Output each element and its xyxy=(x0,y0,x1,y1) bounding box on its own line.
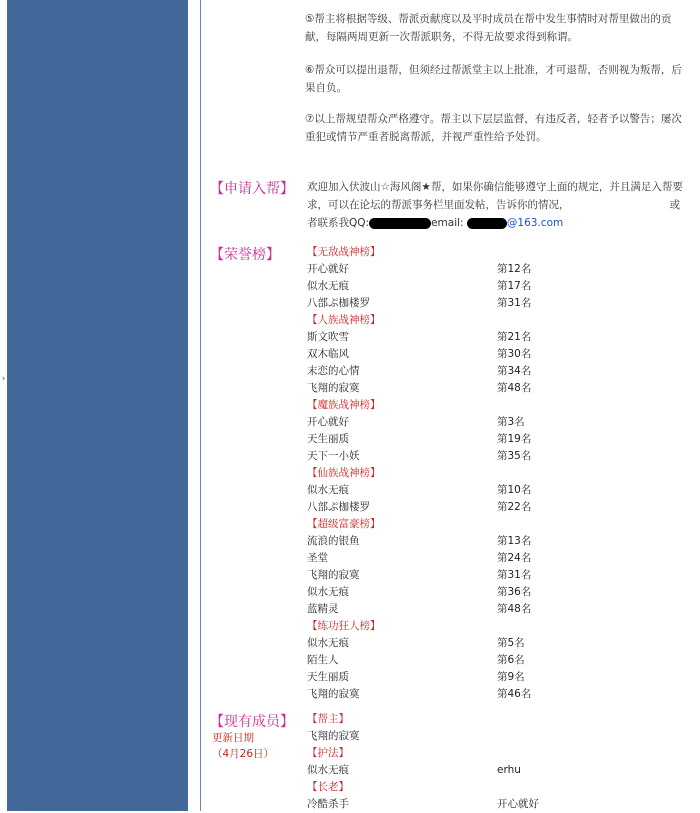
apply-body: 欢迎加入伏波山☆海风阁★帮，如果你确信能够遵守上面的规定，并且满足入帮要求，可以在论坛的帮派事务栏里面发帖，告诉你的情况， xyxy=(307,181,683,211)
honor-row: 陌生人 第6名 xyxy=(307,654,525,666)
honor-row: 斯文吹雪 第21名 xyxy=(307,331,532,343)
group-title: 【魔族战神榜】 xyxy=(307,399,381,411)
email-label: email: xyxy=(431,217,464,229)
members-label: 【现有成员】 xyxy=(210,714,294,730)
collapse-arrow-icon[interactable]: › xyxy=(1,374,6,384)
honor-row: 末恋的心情 第34名 xyxy=(307,365,532,377)
apply-label: 【申请入帮】 xyxy=(210,181,294,197)
rule-7: ⑦以上帮规望帮众严格遵守。帮主以下层层监督，有违反者，轻者予以警告；屡次重犯或情节严重者脱离帮派，并视严重性给予处罚。 xyxy=(305,113,682,143)
apply-text xyxy=(307,178,690,232)
honor-row: 流浪的银鱼 第13名 xyxy=(307,535,532,547)
honor-row: 双木临风 第30名 xyxy=(307,348,532,360)
group-title: 【仙族战神榜】 xyxy=(307,467,381,479)
role-title-elder: 【长老】 xyxy=(307,781,349,793)
rule-5: ⑤帮主将根据等级、帮派贡献度以及平时成员在帮中发生事情时对帮里做出的贡献，每隔两周更新一次帮派职务，不得无故要求得到称谓。 xyxy=(305,13,672,43)
honor-row: 八部ぷ枷楼罗 第31名 xyxy=(307,297,532,309)
honor-row: 圣堂 第24名 xyxy=(307,552,532,564)
honor-row: 飞翔的寂寞 第31名 xyxy=(307,569,532,581)
honor-row: 天生丽质 第9名 xyxy=(307,671,525,683)
honor-row: 八部ぷ枷楼罗 第22名 xyxy=(307,501,532,513)
honor-row: 似水无痕 第36名 xyxy=(307,586,532,598)
honor-row: 飞翔的寂寞 第46名 xyxy=(307,688,532,700)
honor-row: 似水无痕 第10名 xyxy=(307,484,532,496)
group-title: 【人族战神榜】 xyxy=(307,314,381,326)
honor-row: 似水无痕 第17名 xyxy=(307,280,532,292)
email-domain-link[interactable]: @163.com xyxy=(506,217,564,229)
group-title: 【练功狂人榜】 xyxy=(307,620,381,632)
sidebar-gap xyxy=(188,0,200,811)
redacted-qq xyxy=(369,218,431,229)
role-title-leader: 【帮主】 xyxy=(307,713,349,725)
members-list xyxy=(307,711,690,813)
group-title: 【无敌战神榜】 xyxy=(307,246,381,258)
honor-row: 似水无痕 第5名 xyxy=(307,637,525,649)
member-row: 飞翔的寂寞 xyxy=(307,730,360,742)
sidebar-panel xyxy=(7,0,188,811)
content-divider xyxy=(200,0,201,811)
honor-row: 蓝精灵 第48名 xyxy=(307,603,532,615)
update-date: （4月26日） xyxy=(212,748,275,760)
member-row: 冷酷杀手 开心就好 xyxy=(307,798,539,810)
update-label: 更新日期 xyxy=(212,732,254,744)
honor-row: 飞翔的寂寞 第48名 xyxy=(307,382,532,394)
honor-row: 天下一小妖 第35名 xyxy=(307,450,532,462)
honor-row: 天生丽质 第19名 xyxy=(307,433,532,445)
honor-row: 开心就好 第12名 xyxy=(307,263,532,275)
left-margin xyxy=(0,0,7,811)
member-row: 似水无痕 erhu xyxy=(307,764,521,776)
redacted-email xyxy=(467,218,507,229)
apply-body-tail: 或者联系我 xyxy=(307,199,680,229)
honor-list xyxy=(307,244,690,703)
qq-label: QQ: xyxy=(349,217,370,229)
honor-label: 【荣誉榜】 xyxy=(210,247,280,263)
role-title-guard: 【护法】 xyxy=(307,747,349,759)
honor-row: 开心就好 第3名 xyxy=(307,416,525,428)
rule-6: ⑥帮众可以提出退帮，但须经过帮派堂主以上批准，才可退帮，否则视为叛帮，后果自负。 xyxy=(305,64,682,94)
group-title: 【超级富豪榜】 xyxy=(307,518,381,530)
